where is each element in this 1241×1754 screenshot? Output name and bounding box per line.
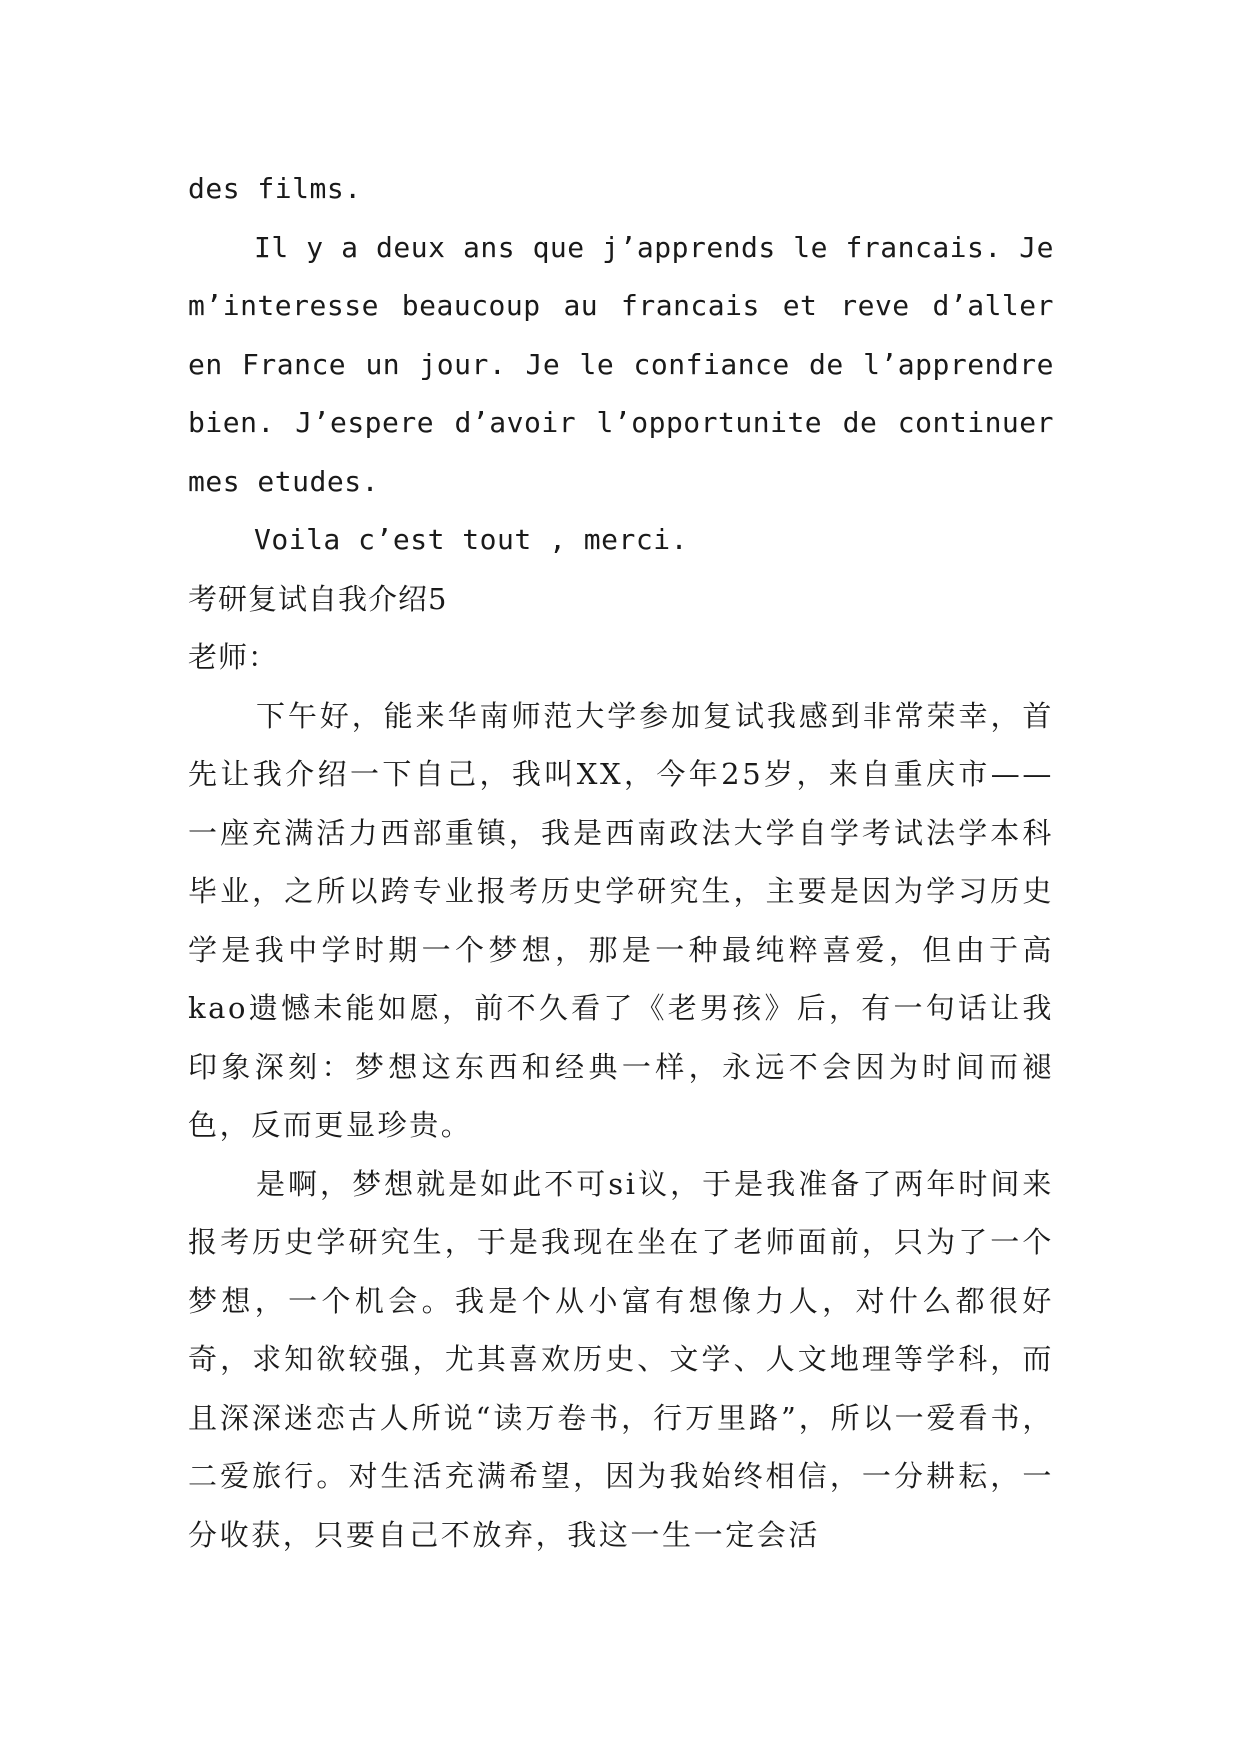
french-closing: Voila c’est tout , merci. [254, 523, 688, 556]
french-paragraph: Il y a deux ans que j’apprends le francais. Je m’interesse beaucoup au francais et reve d’aller en France un jour. Je le confiance de l’apprendre bien. J’espere d’avoir l’opportunite de continuer mes etudes. [188, 230, 1072, 498]
document-body [188, 160, 1072, 1564]
chinese-paragraph: 下午好，能来华南师范大学参加复试我感到非常荣幸，首先让我介绍一下自己，我叫XX，今年25岁，来自重庆市——一座充满活力西部重镇，我是西南政法大学自学考试法学本科毕业，之所以跨专业报考历史学研究生，主要是因为学习历史学是我中学时期一个梦想，那是一种最纯粹喜爱，但由于高kao遗憾未能如愿，前不久看了《老男孩》后，有一句话让我印象深刻：梦想这东西和经典一样，永远不会因为时间而褪色，反而更显珍贵。 [188, 698, 1054, 1142]
section-title: 考研复试自我介绍5 [188, 581, 448, 616]
salutation: 老师： [188, 640, 279, 674]
french-tail-line: des films. [188, 172, 362, 205]
chinese-paragraph: 是啊，梦想就是如此不可si议，于是我准备了两年时间来报考历史学研究生，于是我现在坐在了老师面前，只为了一个梦想，一个机会。我是个从小富有想像力人，对什么都很好奇，求知欲较强，尤其喜欢历史、文学、人文地理等学科，而且深深迷恋古人所说“读万卷书，行万里路”，所以一爱看书，二爱旅行。对生活充满希望，因为我始终相信，一分耕耘，一分收获，只要自己不放弃，我这一生一定会活 [188, 1166, 1054, 1552]
